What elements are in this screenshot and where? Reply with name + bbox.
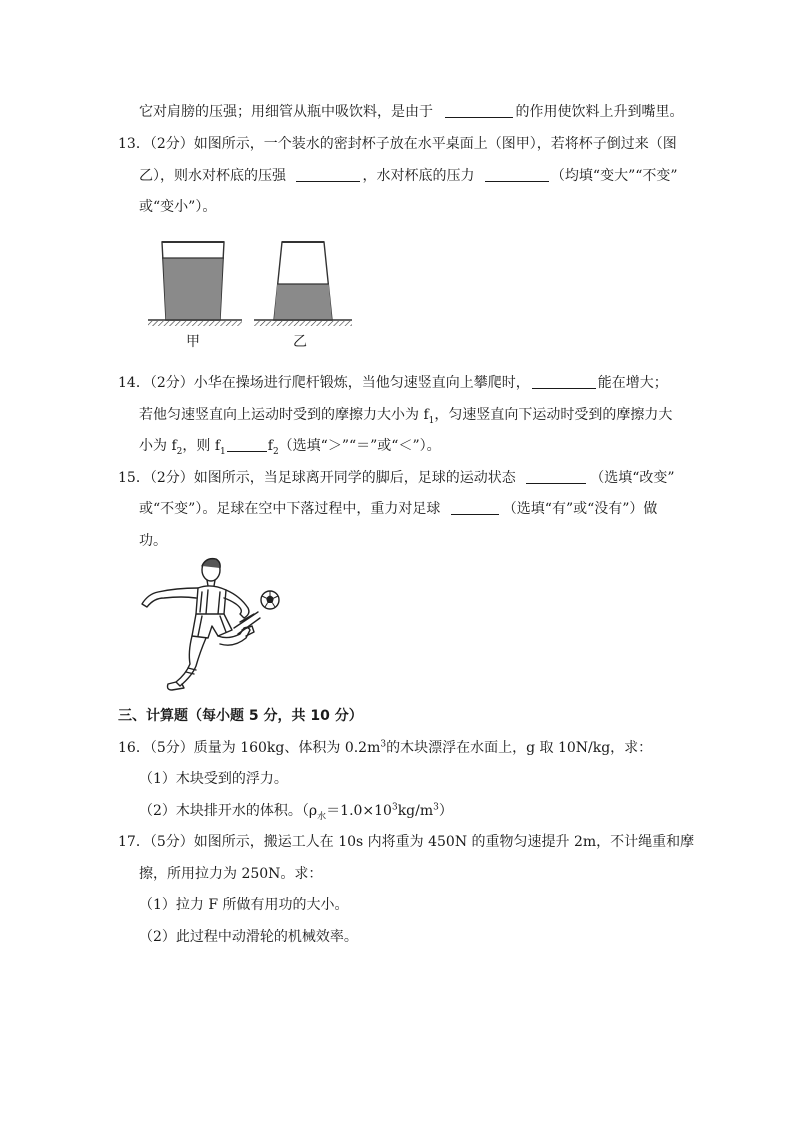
table-hatch (148, 321, 242, 326)
q13-line-2: 乙），则水对杯底的压强 ，水对杯底的压力 （均填“变大”“不变” (139, 168, 678, 184)
q12-tail-line: 它对肩膀的压强；用细管从瓶中吸饮料，是由于 的作用使饮料上升到嘴里。 (139, 104, 684, 120)
q13-line-3: 或“变小”）。 (139, 199, 217, 215)
cup-jia (162, 242, 224, 320)
q16-sub-2: （2）木块排开水的体积。$(\rho_水=1.0\times 10^3kg/m^3)$ (139, 802, 453, 822)
q15-line-3: 功。 (139, 533, 167, 549)
question-number: 15． (118, 470, 150, 486)
question-number: 13． (118, 136, 150, 152)
answer-blank[interactable] (532, 374, 596, 389)
question-number: 14． (118, 375, 150, 391)
answer-blank[interactable] (526, 469, 586, 484)
cup-yi (274, 242, 332, 320)
cups-figure (146, 236, 356, 328)
answer-blank[interactable] (485, 167, 549, 182)
caption-jia: 甲 (186, 334, 200, 350)
table-hatch (254, 321, 352, 326)
answer-blank[interactable] (451, 500, 499, 515)
section-title: 三、计算题（每小题 5 分，共 10 分） (118, 708, 363, 724)
q16-sub-1: （1）木块受到的浮力。 (139, 771, 288, 787)
question-score: （2分） (149, 375, 194, 391)
soccer-ball (261, 591, 279, 609)
q16-line-1: 16．（5分）质量为 160kg、体积为 $0.2m^3$的木块漂浮在水面上，g 取 10N/kg，求： (118, 739, 653, 756)
q15-line-2: 或“不变”）。足球在空中下落过程中，重力对足球 （选填“有”或“没有”）做 (139, 501, 658, 517)
q14-line-1: 14．（2分）小华在操场进行爬杆锻炼，当他匀速竖直向上攀爬时， 能在增大； (118, 375, 668, 391)
caption-yi: 乙 (293, 334, 307, 350)
q13-line-1: 13．（2分）如图所示，一个装水的密封杯子放在水平桌面上（图甲），若将杯子倒过来（图 (118, 136, 677, 152)
q15-line-1: 15．（2分）如图所示，当足球离开同学的脚后，足球的运动状态 （选填“改变” (118, 470, 675, 486)
q14-line-3: 小为 $f_2$，则 $f_1$ $f_2$（选填“＞”“＝”或“＜”）。 (139, 438, 441, 457)
q17-line-1: 17．（5分）如图所示，搬运工人在 10s 内将重为 450N 的重物匀速提升 2m，不计绳重和摩 (118, 834, 695, 850)
soccer-player-figure (136, 556, 286, 696)
answer-blank[interactable] (227, 437, 267, 452)
question-number: 16． (118, 740, 150, 756)
q17-line-2: 擦，所用拉力为 250N。求： (139, 866, 323, 882)
question-score: （5分） (149, 740, 194, 756)
question-score: （2分） (149, 136, 194, 152)
q17-sub-2: （2）此过程中动滑轮的机械效率。 (139, 929, 358, 945)
q17-sub-1: （1）拉力 F 所做有用功的大小。 (139, 897, 349, 913)
question-score: （5分） (149, 834, 194, 850)
q14-line-2: 若他匀速竖直向上运动时受到的摩擦力大小为 $f_1$，匀速竖直向下运动时受到的摩擦力大 (139, 407, 673, 426)
question-score: （2分） (149, 470, 194, 486)
answer-blank[interactable] (296, 167, 360, 182)
question-number: 17． (118, 834, 150, 850)
answer-blank[interactable] (445, 103, 513, 118)
